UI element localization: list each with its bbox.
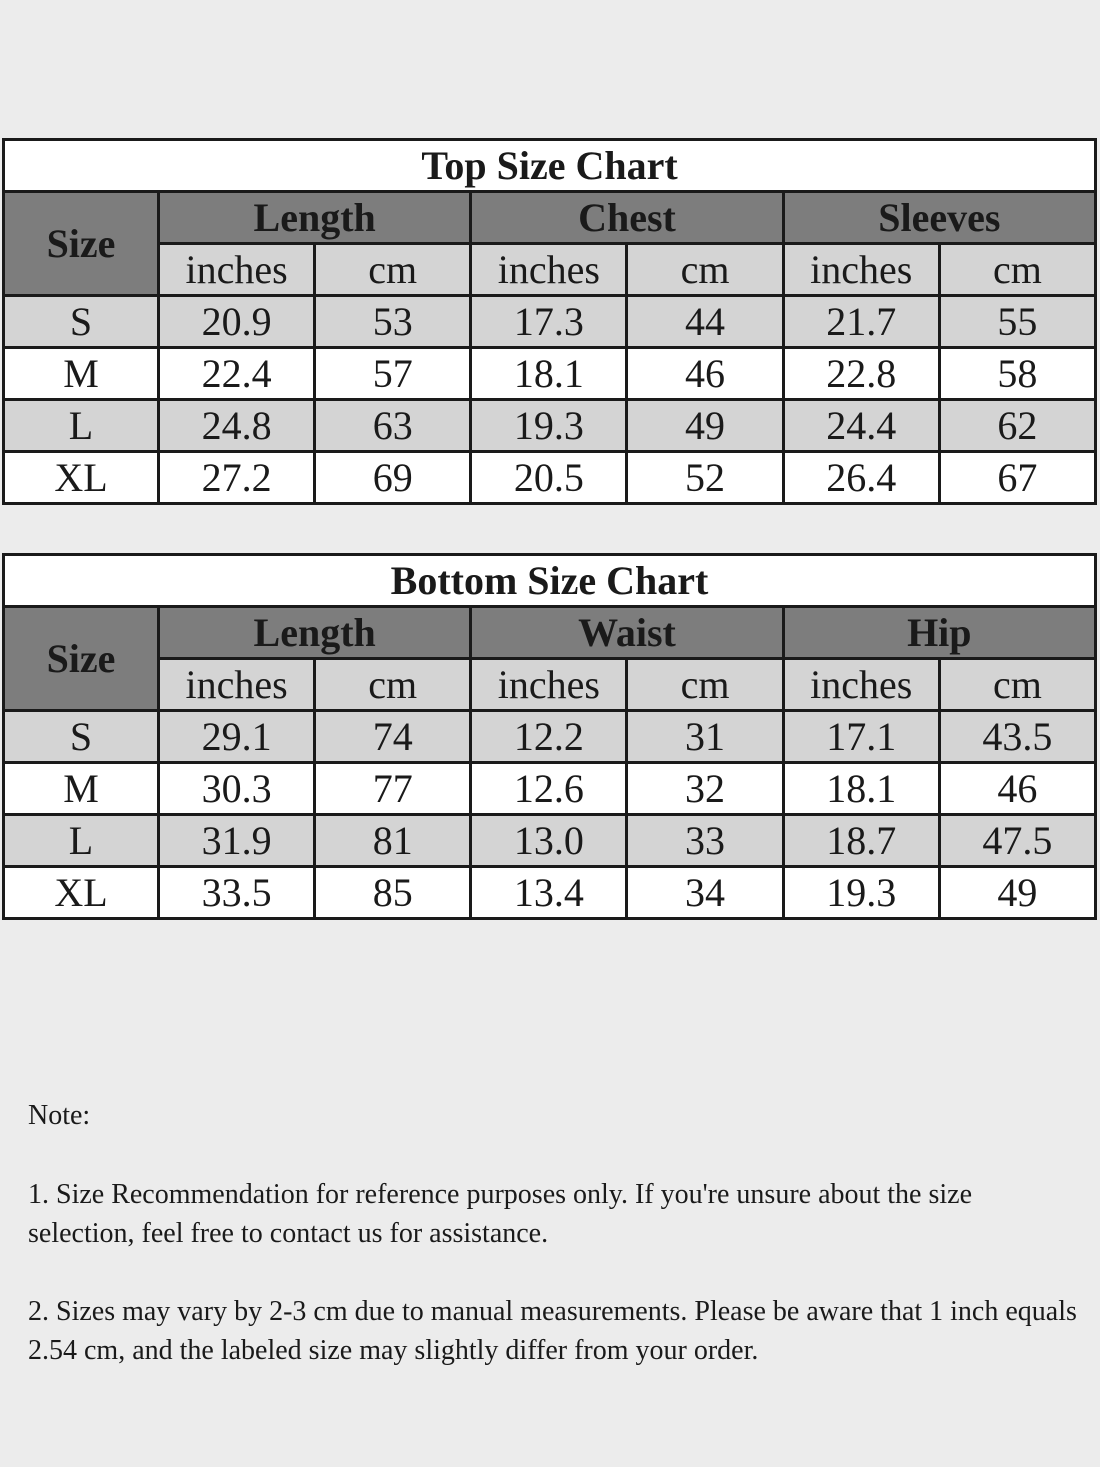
chart-title-row <box>4 555 1096 607</box>
note-item: 1. Size Recommendation for reference purposes only. If you're unsure about the size selection, feel free to contact us for assistance. <box>28 1179 973 1249</box>
value-cell: 21.7 <box>783 296 939 348</box>
size-cell: M <box>4 348 159 400</box>
chart-title-row <box>4 140 1096 192</box>
value-cell: 34 <box>627 867 783 919</box>
size-cell: L <box>4 400 159 452</box>
value-cell: 20.5 <box>471 452 627 504</box>
table-row <box>4 348 1096 400</box>
value-cell: 43.5 <box>939 711 1095 763</box>
group-header-length: Length <box>159 192 471 244</box>
value-cell: 29.1 <box>159 711 315 763</box>
table-row <box>4 296 1096 348</box>
notes-section <box>28 1096 1078 1409</box>
bottom-size-chart <box>2 553 1097 920</box>
value-cell: 49 <box>627 400 783 452</box>
value-cell: 19.3 <box>471 400 627 452</box>
unit-header: inches <box>471 244 627 296</box>
value-cell: 18.7 <box>783 815 939 867</box>
chart-title: Bottom Size Chart <box>4 555 1096 607</box>
size-cell: M <box>4 763 159 815</box>
value-cell: 22.4 <box>159 348 315 400</box>
group-header-row <box>4 192 1096 244</box>
value-cell: 17.3 <box>471 296 627 348</box>
value-cell: 27.2 <box>159 452 315 504</box>
value-cell: 12.6 <box>471 763 627 815</box>
value-cell: 18.1 <box>471 348 627 400</box>
value-cell: 13.4 <box>471 867 627 919</box>
value-cell: 85 <box>315 867 471 919</box>
table-row <box>4 763 1096 815</box>
table-row <box>4 452 1096 504</box>
group-header-hip: Hip <box>783 607 1095 659</box>
value-cell: 58 <box>939 348 1095 400</box>
value-cell: 19.3 <box>783 867 939 919</box>
value-cell: 13.0 <box>471 815 627 867</box>
chart-title: Top Size Chart <box>4 140 1096 192</box>
unit-header: inches <box>471 659 627 711</box>
notes-heading: Note: <box>28 1100 91 1131</box>
table-row <box>4 400 1096 452</box>
size-cell: XL <box>4 452 159 504</box>
group-header-length: Length <box>159 607 471 659</box>
group-header-row <box>4 607 1096 659</box>
size-header: Size <box>4 192 159 296</box>
value-cell: 20.9 <box>159 296 315 348</box>
value-cell: 24.8 <box>159 400 315 452</box>
table-row <box>4 867 1096 919</box>
value-cell: 62 <box>939 400 1095 452</box>
value-cell: 67 <box>939 452 1095 504</box>
value-cell: 77 <box>315 763 471 815</box>
unit-header-row <box>4 659 1096 711</box>
table-row <box>4 711 1096 763</box>
value-cell: 22.8 <box>783 348 939 400</box>
unit-header: inches <box>783 244 939 296</box>
value-cell: 69 <box>315 452 471 504</box>
value-cell: 18.1 <box>783 763 939 815</box>
size-header: Size <box>4 607 159 711</box>
value-cell: 63 <box>315 400 471 452</box>
unit-header: inches <box>159 659 315 711</box>
value-cell: 31.9 <box>159 815 315 867</box>
value-cell: 17.1 <box>783 711 939 763</box>
group-header-sleeves: Sleeves <box>783 192 1095 244</box>
value-cell: 33.5 <box>159 867 315 919</box>
unit-header: cm <box>315 244 471 296</box>
unit-header: inches <box>783 659 939 711</box>
value-cell: 47.5 <box>939 815 1095 867</box>
value-cell: 53 <box>315 296 471 348</box>
value-cell: 46 <box>939 763 1095 815</box>
value-cell: 30.3 <box>159 763 315 815</box>
unit-header: cm <box>939 244 1095 296</box>
value-cell: 12.2 <box>471 711 627 763</box>
note-item: 2. Sizes may vary by 2-3 cm due to manual measurements. Please be aware that 1 inch equals 2.54 cm, and the labeled size may slightly differ from your order. <box>28 1296 1077 1366</box>
size-cell: S <box>4 296 159 348</box>
value-cell: 74 <box>315 711 471 763</box>
value-cell: 26.4 <box>783 452 939 504</box>
value-cell: 46 <box>627 348 783 400</box>
value-cell: 24.4 <box>783 400 939 452</box>
value-cell: 32 <box>627 763 783 815</box>
group-header-chest: Chest <box>471 192 783 244</box>
size-cell: L <box>4 815 159 867</box>
unit-header: cm <box>627 659 783 711</box>
value-cell: 49 <box>939 867 1095 919</box>
group-header-waist: Waist <box>471 607 783 659</box>
size-cell: XL <box>4 867 159 919</box>
unit-header-row <box>4 244 1096 296</box>
unit-header: cm <box>315 659 471 711</box>
unit-header: cm <box>939 659 1095 711</box>
value-cell: 33 <box>627 815 783 867</box>
size-cell: S <box>4 711 159 763</box>
value-cell: 81 <box>315 815 471 867</box>
value-cell: 55 <box>939 296 1095 348</box>
value-cell: 44 <box>627 296 783 348</box>
value-cell: 31 <box>627 711 783 763</box>
value-cell: 52 <box>627 452 783 504</box>
unit-header: inches <box>159 244 315 296</box>
unit-header: cm <box>627 244 783 296</box>
table-row <box>4 815 1096 867</box>
top-size-chart <box>2 138 1097 505</box>
value-cell: 57 <box>315 348 471 400</box>
